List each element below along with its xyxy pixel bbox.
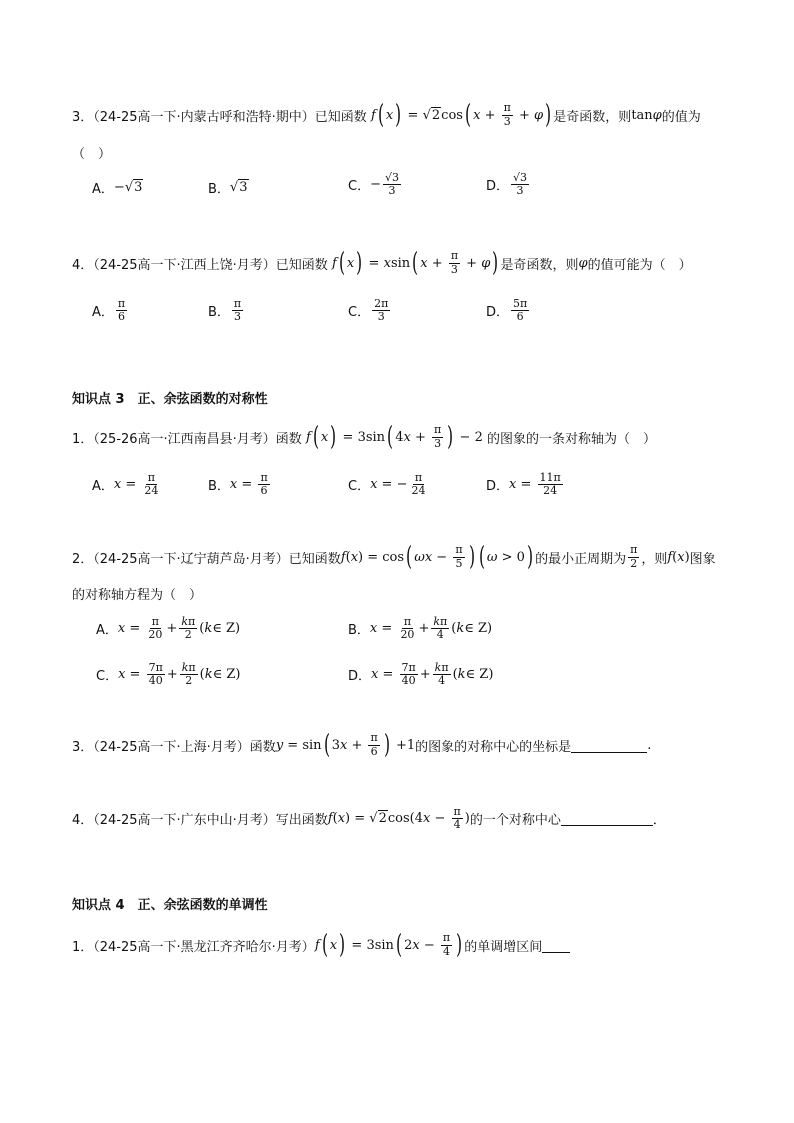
section-3-question-2-line-2: 的对称轴方程为（ ） [72,588,203,603]
question-3-option-c: C． − $\frac{√3}{3}$ [348,171,399,198]
question-4-option-a: A． $\frac{\pi}{6}$ [92,297,126,324]
section-3-question-2-option-b: B． x = $\frac{\pi}{20}$ + $\frac{k\pi}{4}$ (k∈ Z) [348,615,493,642]
section-3-question-4: 4．（24-25高一下·广东中山·月考）写出函数 f ( x ) = √2 cos(4 x − $\frac{\pi}{4}$ ) 的一个对称中心 ． [72,805,666,832]
section-3-question-1-option-d: D． x = $\frac{11\pi}{24}$ [486,471,561,498]
question-4-option-d: D． $\frac{5\pi}{6}$ [486,297,528,324]
answer-blank[interactable] [571,738,647,753]
question-3: 3．（24-25高一下·内蒙古呼和浩特·期中）已知函数 f ( x ) = √2 cos ( x + $\frac{\pi}{3}$ + φ ) 是奇函数，则 tan φ 的值为 [72,100,701,130]
question-4-tail: 的值可能为（ ） [587,257,692,273]
question-3-tail: 的值为 [661,109,701,125]
answer-blank[interactable] [561,811,653,826]
section-3-question-2-option-a: A． x = $\frac{\pi}{20}$ + $\frac{k\pi}{2}$ (k∈ Z) [96,615,241,642]
question-4-suffix: 是奇函数，则 [500,257,579,273]
section-3-question-2-option-c: C． x = $\frac{7\pi}{40}$ + $\frac{k\pi}{2}$ (k∈ Z) [96,661,241,688]
section-3-question-2-option-d: D． x = $\frac{7\pi}{40}$ + $\frac{k\pi}{4}$ (k∈ Z) [348,661,494,688]
question-3-prefix: 3．（24-25高一下·内蒙古呼和浩特·期中）已知函数 [72,109,367,125]
question-3-suffix: 是奇函数，则 [553,109,632,125]
section-3-heading: 知识点 3 正、余弦函数的对称性 [72,392,268,407]
section-3-question-1-option-b: B． x = $\frac{\pi}{6}$ [208,471,268,498]
question-4: 4．（24-25高一下·江西上饶·月考）已知函数 f ( x ) = x sin ( x + $\frac{\pi}{3}$ + φ ) 是奇函数，则 φ 的值可能为（ ） [72,248,692,278]
question-3-option-a: A． − √3 [92,180,143,197]
question-3-option-d: D． $\frac{√3}{3}$ [486,171,528,198]
section-3-question-2: 2．（24-25高一下·辽宁葫芦岛·月考）已知函数 f ( x ) = cos ( ωx − $\frac{\pi}{5}$ ) ( ω > 0 ) 的最小正周期为 $\frac{\pi}{2}$ ，则 f ( x ) 图象 [72,542,716,572]
section-3-question-1: 1．（25-26高一·江西南昌县·月考）函数 f ( x ) = 3sin ( 4 x + $\frac{\pi}{3}$ ) − 2 的图象的一条对称轴为（ ） [72,422,656,452]
question-4-option-c: C． $\frac{2\pi}{3}$ [348,297,389,324]
answer-blank[interactable] [542,938,570,953]
section-4-question-1: 1．（24-25高一下·黑龙江齐齐哈尔·月考） f ( x ) = 3sin ( 2 x − $\frac{\pi}{4}$ ) 的单调增区间 [72,932,570,958]
question-4-option-b: B． $\frac{\pi}{3}$ [208,297,242,324]
question-4-prefix: 4．（24-25高一下·江西上饶·月考）已知函数 [72,257,328,273]
section-3-question-1-option-a: A． x = $\frac{\pi}{24}$ [92,471,159,498]
section-3-question-1-option-c: C． x = − $\frac{\pi}{24}$ [348,471,426,498]
question-3-answer-paren: （ ） [72,147,112,162]
section-3-question-3: 3．（24-25高一下·上海·月考）函数 y = sin ( 3 x + $\frac{\pi}{6}$ ) +1 的图象的对称中心的坐标是 . [72,730,652,760]
question-3-option-b: B． √3 [208,180,248,197]
section-4-heading: 知识点 4 正、余弦函数的单调性 [72,898,268,913]
